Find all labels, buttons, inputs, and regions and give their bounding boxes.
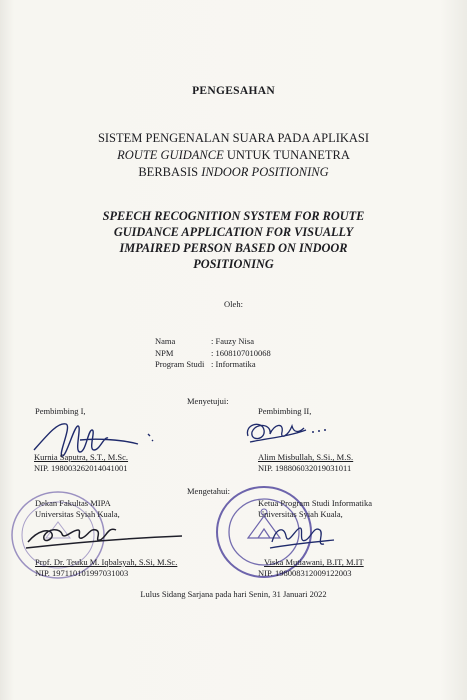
- npm-value: : 1608107010068: [211, 347, 271, 358]
- menyetujui-label: Menyetujui:: [187, 396, 229, 406]
- dekan-nip: NIP. 197110101997031003: [35, 568, 129, 578]
- dekan-signature: [20, 512, 190, 558]
- pembimbing1-role: Pembimbing I,: [35, 406, 86, 416]
- graduation-footer: Lulus Sidang Sarjana pada hari Senin, 31 Januari 2022: [140, 589, 327, 599]
- title-id-line-2: ROUTE GUIDANCE UNTUK TUNANETRA: [117, 148, 350, 162]
- pembimbing2-signature: [240, 414, 340, 450]
- pembimbing2-role: Pembimbing II,: [258, 406, 312, 416]
- pembimbing2-name: Alim Misbullah, S.Si., M.S.: [258, 452, 354, 462]
- kaprodi-role-line-2: Universitas Syiah Kuala,: [258, 509, 343, 519]
- page-heading: PENGESAHAN: [192, 85, 275, 97]
- student-info: [155, 336, 271, 371]
- nama-label: Nama: [155, 336, 176, 346]
- pembimbing2-nip: NIP. 198806032019031011: [258, 463, 352, 473]
- prodi-value: : Informatika: [211, 359, 256, 369]
- kaprodi-role-line-1: Ketua Program Studi Informatika: [258, 498, 373, 508]
- title-en-line-3: IMPAIRED PERSON BASED ON INDOOR: [119, 241, 348, 255]
- nama-value: : Fauzy Nisa: [211, 336, 254, 346]
- title-id-line-1: SISTEM PENGENALAN SUARA PADA APLIKASI: [97, 131, 370, 145]
- title-id-line-3: BERBASIS INDOOR POSITIONING: [138, 165, 329, 179]
- mengetahui-label: Mengetahui:: [187, 486, 230, 496]
- dekan-role-line-2: Universitas Syiah Kuala,: [35, 509, 120, 519]
- pembimbing1-nip: NIP. 198003262014041001: [34, 463, 128, 473]
- thesis-title-english: [0, 208, 467, 272]
- title-en-line-2: GUIDANCE APPLICATION FOR VISUALLY: [113, 225, 354, 239]
- title-en-line-1: SPEECH RECOGNITION SYSTEM FOR ROUTE: [102, 209, 365, 223]
- thesis-title-indonesian: [0, 130, 467, 181]
- kaprodi-nip: NIP. 198008312009122003: [258, 568, 352, 578]
- title-en-line-4: POSITIONING: [193, 257, 274, 271]
- dekan-name: Prof. Dr. Teuku M. Iqbalsyah, S.Si, M.Sc.: [35, 557, 178, 567]
- kaprodi-name: Viska Mutiawani, B.IT, M.IT: [264, 557, 364, 567]
- dekan-role-line-1: Dekan Fakultas MIPA: [35, 498, 111, 508]
- oleh-label: Oleh:: [224, 299, 243, 309]
- kaprodi-signature: [262, 516, 342, 556]
- pembimbing1-name: Kurnia Saputra, S.T., M.Sc.: [34, 452, 129, 462]
- prodi-label: Program Studi: [155, 359, 205, 369]
- npm-label: NPM: [155, 347, 174, 358]
